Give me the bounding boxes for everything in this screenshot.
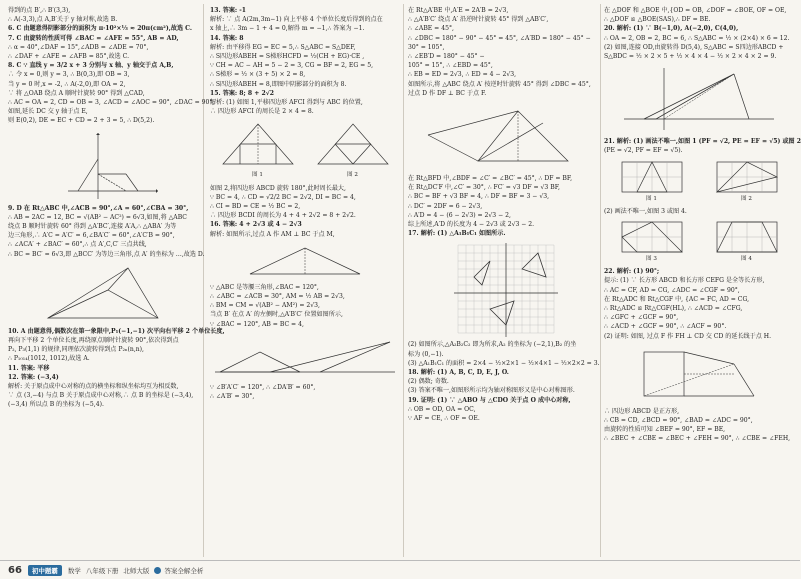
text-line: 如图所示,将 △ABC 绕点 A′ 按逆时针旋转 45° 得到 ∠DBC = 45°, [408,80,591,88]
text-line: ∴ EB = ED = 2√3, ∴ ED = 4 − 2√3, [408,71,517,79]
text-line: ∴ AC = CF, AD = CG, ∠ADC = ∠CGF = 90°, [604,286,740,294]
grade-label: 八年级下册 [85,566,119,575]
question-21: 21. 解析: (1) 画法不唯一,如图 1 (PF = √2, PE = EF = √5) 或图 2 [604,138,801,146]
text-line: 绕点 B 顺时针旋转 60° 得到 △A′BC′,连接 A′A,∴ △ABA′ 为等 [8,223,177,231]
footer-note: 答案全解全析 [164,566,204,575]
text-line: ∴ ∠DAF + ∠AFE = ∠AFB = 85°,故选 C. [8,53,130,61]
text-block [408,6,598,98]
text-line: 在 Rt△A′BE 中,A′E = 2A′B = 2√3, [408,7,509,14]
text-line: ∴ Rt△ADC ≌ Rt△CGF(HL), ∴ ∠ACD = ∠CFG, [604,305,743,313]
column-divider [203,4,204,557]
question-15: 15. 答案: 8; 8 + 2√2 [210,89,274,97]
figure-q21-row1 [604,159,794,204]
question-11: 11. 答案: 平移 [8,364,50,372]
question-6: 6. C 由题意得阴影部分的面积为 π·10²×⅓ ≈ 20π(cm²),故选 C. [8,25,193,33]
text-line: ∴ ∠GFC + ∠GCF = 90°, [604,314,679,322]
text-line: ∴ BM = CM = √(AB² − AM²) = 2√3, [210,302,320,310]
text-line: ∵ 将 △OAB 绕点 A 顺时针旋转 90° 得到 △CAD, [8,89,145,97]
question-20: 20. 解析: (1) ∵ B(−1,0), A(−2,0), C(4,0), [604,25,739,33]
bullet-icon [154,567,161,574]
figure-q17-grid [408,241,598,337]
text-line: 解析: 关于原点成中心对称的点的横坐标和纵坐标均互为相反数, [8,383,179,391]
text-line: (2) 如图,连接 OD,由旋转得 D(5,4), S△ABC = S四边形ABCD + [604,43,784,51]
text-block [604,407,794,444]
text-line: (3) 答案不唯一,如图形所示均为轴对称图形又是中心对称图形. [408,387,575,395]
text-line: ∴ 四边形 BCDI 的周长为 4 + 4 + 2√2 = 8 + 2√2. [210,212,356,220]
text-line: x 轴上,∴ 3m − 1 + 4 = 0,解得 m = −1,∴ 答案为 −1. [210,25,365,33]
text-line: ∴ 令 x = 0,则 y = 3, ∴ B(0,3),即 OB = 3, [8,71,130,79]
text-line: ∴ ∠ABE = 45°, [408,25,454,33]
question-17: 17. 解析: (1) △A₁B₁C₁ 如图所示. [408,230,506,238]
text-line: ∵ ∠B′A′C′ = 120°, ∴ ∠DA′B′ = 60°, [210,383,316,391]
text-block [604,137,801,155]
text-line: (−3,4) 所以点 B 的坐标为 (−5,4). [8,401,104,409]
figure-caption: 图 2 [741,195,752,202]
text-line: 提示: (1) ∵ 长方形 ABCD 和长方形 CEFG 是全等长方形, [604,277,765,285]
column-2 [210,6,400,401]
text-line: 边三角形,∴ A′C = A′C′ = 6,∠BA′C′ = 60°,∠A′C′B = 90°, [8,232,175,240]
brand-logo: 初中题霸 [28,565,62,576]
text-line: 在 △DOF 和 △BOE 中,{OD = OB, ∠DOF = ∠BOE, OF = OE, [604,7,787,14]
question-8: 8. C ∵ 直线 y = 3/2 x + 3 分别与 x 轴、y 轴交于点 A,B, [8,62,174,70]
figure-caption: 图 3 [646,256,657,263]
figure-caption: 图 2 [347,172,358,179]
text-line: 如图,延长 DC 交 y 轴于点 E, [8,108,88,116]
text-line: ∴ ∠A′B′ = 30°, [210,393,255,401]
column-3 [408,6,598,423]
column-divider [403,4,404,557]
text-block [408,174,598,238]
edition-label: 北师大版 [123,566,150,575]
text-line: ∴ 四边形 ABCD 是正方形, [604,407,680,415]
text-line: ∵ AF = CE, ∴ OF = OE. [408,415,480,423]
question-14: 14. 答案: 8 [210,34,244,42]
figure-q16-a [210,242,400,280]
text-line: P₂, P₃(1,1) 的规律,同理依次旋转得到点 P₂ₙ(n,n), [8,346,144,354]
text-line: 解析: ∵ 点 A(2m,3m−1) 向上平移 4 个单位长度后得到的点在 [210,16,383,24]
question-18: 18. 解析: (1) A, B, C, D, E, J, O. [408,369,509,377]
text-line: 解析: 由平移得 EG = EC = 5,∴ S△ABC = S△DEF, [210,43,356,51]
text-line: 如图 2,将四边形 ABCD 旋转 180°,此时周长最大, [210,184,346,192]
text-block [604,267,794,341]
text-line: 则 E(0,2), DE = EC + CD = 2 + 3 = 5, ∴ D(5,2). [8,117,155,125]
figure-caption: 图 4 [741,256,752,263]
text-line: (2) 如图所示,△A₂B₂C₂ 即为所求,A₂ 的坐标为 (−2,1),B₂ 的坐 [408,341,577,349]
text-line: 由旋转的性质可知 ∠BEF = 90°, EF = BE, [604,426,726,434]
figure-q16-b [210,332,400,380]
figure-q22 [604,344,794,404]
text-line: 解析: (1) 如图 1,平移四边形 AFCI 得到与 ABC 的位置, [210,99,363,107]
text-block [210,283,400,329]
question-7: 7. C 由旋转的性质可得 ∠BAC = ∠AFE = 55°, AB = AD, [8,34,179,42]
text-line: ∴ AC = OA = 2, CD = OB = 3, ∠ACD = ∠AOC = 90°, ∠DAC = 90°, [8,99,215,107]
column-divider [600,4,601,557]
question-13: 13. 答案: -1 [210,7,247,14]
text-line: (2) 证明: 如图, 过点 F 作 FH ⊥ CD 交 CD 的延长线于点 H. [604,332,772,340]
subject-label: 数学 [67,566,81,575]
text-line: 在 Rt△DC′F 中,∠C′ = 30°, ∴ FC′ = √3 DF = √3 BF, [408,184,560,192]
question-12: 12. 答案: (−3,4) [8,373,59,381]
text-line: 过点 D 作 DF ⊥ BC 于点 F. [408,89,487,97]
text-line: ∴ ∠DBC = 180° − 90° − 45° = 45°, ∠A′BD = 180° − 45° − [408,34,591,42]
text-line: 再向下平移 2 个单位长度,再绕原点顺时针旋转 90°,依次得到点 [8,337,179,345]
text-line: (2) 偶数; 奇数. [408,378,449,386]
figure-q21-row2 [604,219,794,264]
figure-q20 [604,64,794,134]
text-line: ∴ A(-3,3),点 A,B′关于 y 轴对称,故选 B. [8,16,118,24]
text-block [604,207,794,216]
figure-q9 [8,262,198,324]
text-block [8,327,225,410]
text-line: (PE = √2, PF = EF = √5). [604,147,683,155]
text-line: ∴ OA = 2, OB = 2, BC = 6, ∴ S△ABC = ½ × (2×4) × 6 = 12. [604,34,790,42]
text-line: ∴ S四边形ABEH = S梯形HCFD = ½(CH + EG)·CE , [210,53,365,61]
text-line: ∵ △ABC 是等腰三角形,∠BAC = 120°, [210,283,319,291]
text-line: 30° = 105°, [408,43,445,51]
column-4 [604,6,801,444]
text-line: 解析: 如图所示,过点 A 作 AM ⊥ BC 于点 M, [210,230,335,238]
text-block [408,340,598,423]
text-line: ∵ ∠BAC = 120°, AB = BC = 4, [210,320,304,328]
question-22: 22. 解析: (1) 90°; [604,268,660,276]
text-line: ∴ OB = OD, OA = OC, [408,405,476,413]
text-line: 在 Rt△BFD 中,∠BDF = ∠C′ = ∠BC′ = 45°, ∴ DF = BF, [408,175,573,183]
column-1 [8,6,225,410]
question-9: 9. D 在 Rt△ABC 中,∠ACB = 90°,∠A = 60°,∠CBA = 30°, [8,204,189,212]
text-line: 综上所述,A′D 的长度为 4 − 2√3 或 2√3 − 2. [408,221,535,229]
text-line: 105° = 15°, ∴ ∠EBD = 45°, [408,62,493,70]
figure-q16-c [408,101,598,171]
text-line: ∴ AB = 2AC = 12, BC = √(AB² − AC²) = 6√3,如图,将 △ABC [8,213,187,221]
text-line: ∴ CB = CD, ∠BCD = 90°, ∠BAD = ∠ADC = 90°, [604,417,753,425]
text-block [210,6,400,116]
figure-caption: 图 1 [646,195,657,202]
text-block [210,184,400,239]
text-line: (2) 画法不唯一,如图 3 或图 4. [604,207,687,215]
text-line: ∴ ∠EB′D = 180° − 45° − [408,53,485,61]
page-number: 66 [8,564,22,576]
text-line: ∴ α = 40°,∠DAF = 15°,∠ADB = ∠ADE = 70°, [8,43,149,51]
text-line: ∴ S四边形ABEH = 8,即图中阴影部分的面积为 8. [210,80,347,88]
text-line: 在 Rt△ADC 和 Rt△CGF 中, {AC = FC, AD = CG, [604,295,750,303]
text-line: ∴ CI = BD = CE = ½ BC = 2, [210,203,301,211]
figure-q8 [8,129,198,201]
text-line: ∴ ∠ACD + ∠GCF = 90°, ∴ ∠ACF = 90°. [604,323,727,331]
text-line: (3) △A₁B₁C₁ 的面积 = 2×4 − ½×2×1 − ½×4×1 − ½×2×2 = 3. [408,359,600,367]
text-line: ∴ ∠ACA′ + ∠BAC′ = 60°,∴ 点 A′,C,C′ 三点共线, [8,241,147,249]
text-block [8,204,205,259]
page-footer [0,560,800,579]
question-16: 16. 答案: 4 + 2√3 或 4 − 2√3 [210,221,302,229]
text-line: ∴ BC = BC′ = 6√3,即 △BCC′ 为等边三角形,点 A′ 的坐标为 …,故选 D. [8,250,205,258]
text-line: ∵ BC = 4, ∴ CD = √2/2 BC = 2√2, DI = BC = 4, [210,193,356,201]
text-line: ∴ S梯形 = ½ × (3 + 5) × 2 = 8, [210,71,306,79]
figure-caption: 图 1 [252,172,263,179]
text-line: 得到的点 B′,∴ B′(3,3), [8,7,71,14]
text-line: ∵ CH = AC − AH = 5 − 2 = 3, CG = BF = 2, EG = 5, [210,62,374,70]
text-line: ∴ P₁₀₁₄(1012, 1012),故选 A. [8,355,90,363]
figure-q15 [210,119,400,180]
text-line: ∴ BC = BF + √3 BF = 4, ∴ DF = BF = 3 − √3, [408,193,550,201]
text-line: ∴ △A′B′C′ 绕点 A′ 沿逆时针旋转 45° 得到 △AB′C′, [408,16,549,24]
text-line: 标为 (0,−1). [408,350,444,358]
text-line: 当 y = 0 时,x = -2, ∴ A(-2,0),即 OA = 2, [8,80,126,88]
text-line: ∴ ∠ABC = ∠ACB = 30°, AM = ½ AB = 2√3, [210,293,345,301]
text-line: ∴ DC′ = 2DF = 6 − 2√3, [408,202,483,210]
text-line: ∴ 四边形 AFCI 的周长是 2 × 4 = 8. [210,108,314,116]
text-block [604,6,794,61]
text-line: S△BDC = ½ × 2 × 5 + ½ × 4 × 4 − ½ × 2 × 4 × 2 = 9. [604,53,777,61]
text-line: 当点 B′ 在点 A′ 的左侧时,△A′B′C′ 位置如图所示, [210,311,343,319]
text-line: ∴ A′D = 4 − (6 − 2√3) = 2√3 − 2, [408,211,511,219]
text-block [210,383,400,401]
text-block [8,6,215,126]
text-line: ∵ 点 (3,−4) 与点 B 关于原点成中心对称,∴ 点 B 的坐标是 (−3,4), [8,392,194,400]
text-line: ∴ △DOF ≌ △BOE(SAS),∴ DF = BE. [604,16,711,24]
text-line: ∴ ∠BEC + ∠CBE = ∠BEC + ∠FEH = 90°, ∴ ∠CBE = ∠FEH, [604,435,791,443]
question-19: 19. 证明: (1) ∵ △ABO 与 △CDO 关于点 O 成中心对称, [408,396,571,404]
question-10: 10. A 由题意得,偶数次在第一象限中,P₁(−1,−1) 次平向右平移 2 个单位长度, [8,327,225,335]
